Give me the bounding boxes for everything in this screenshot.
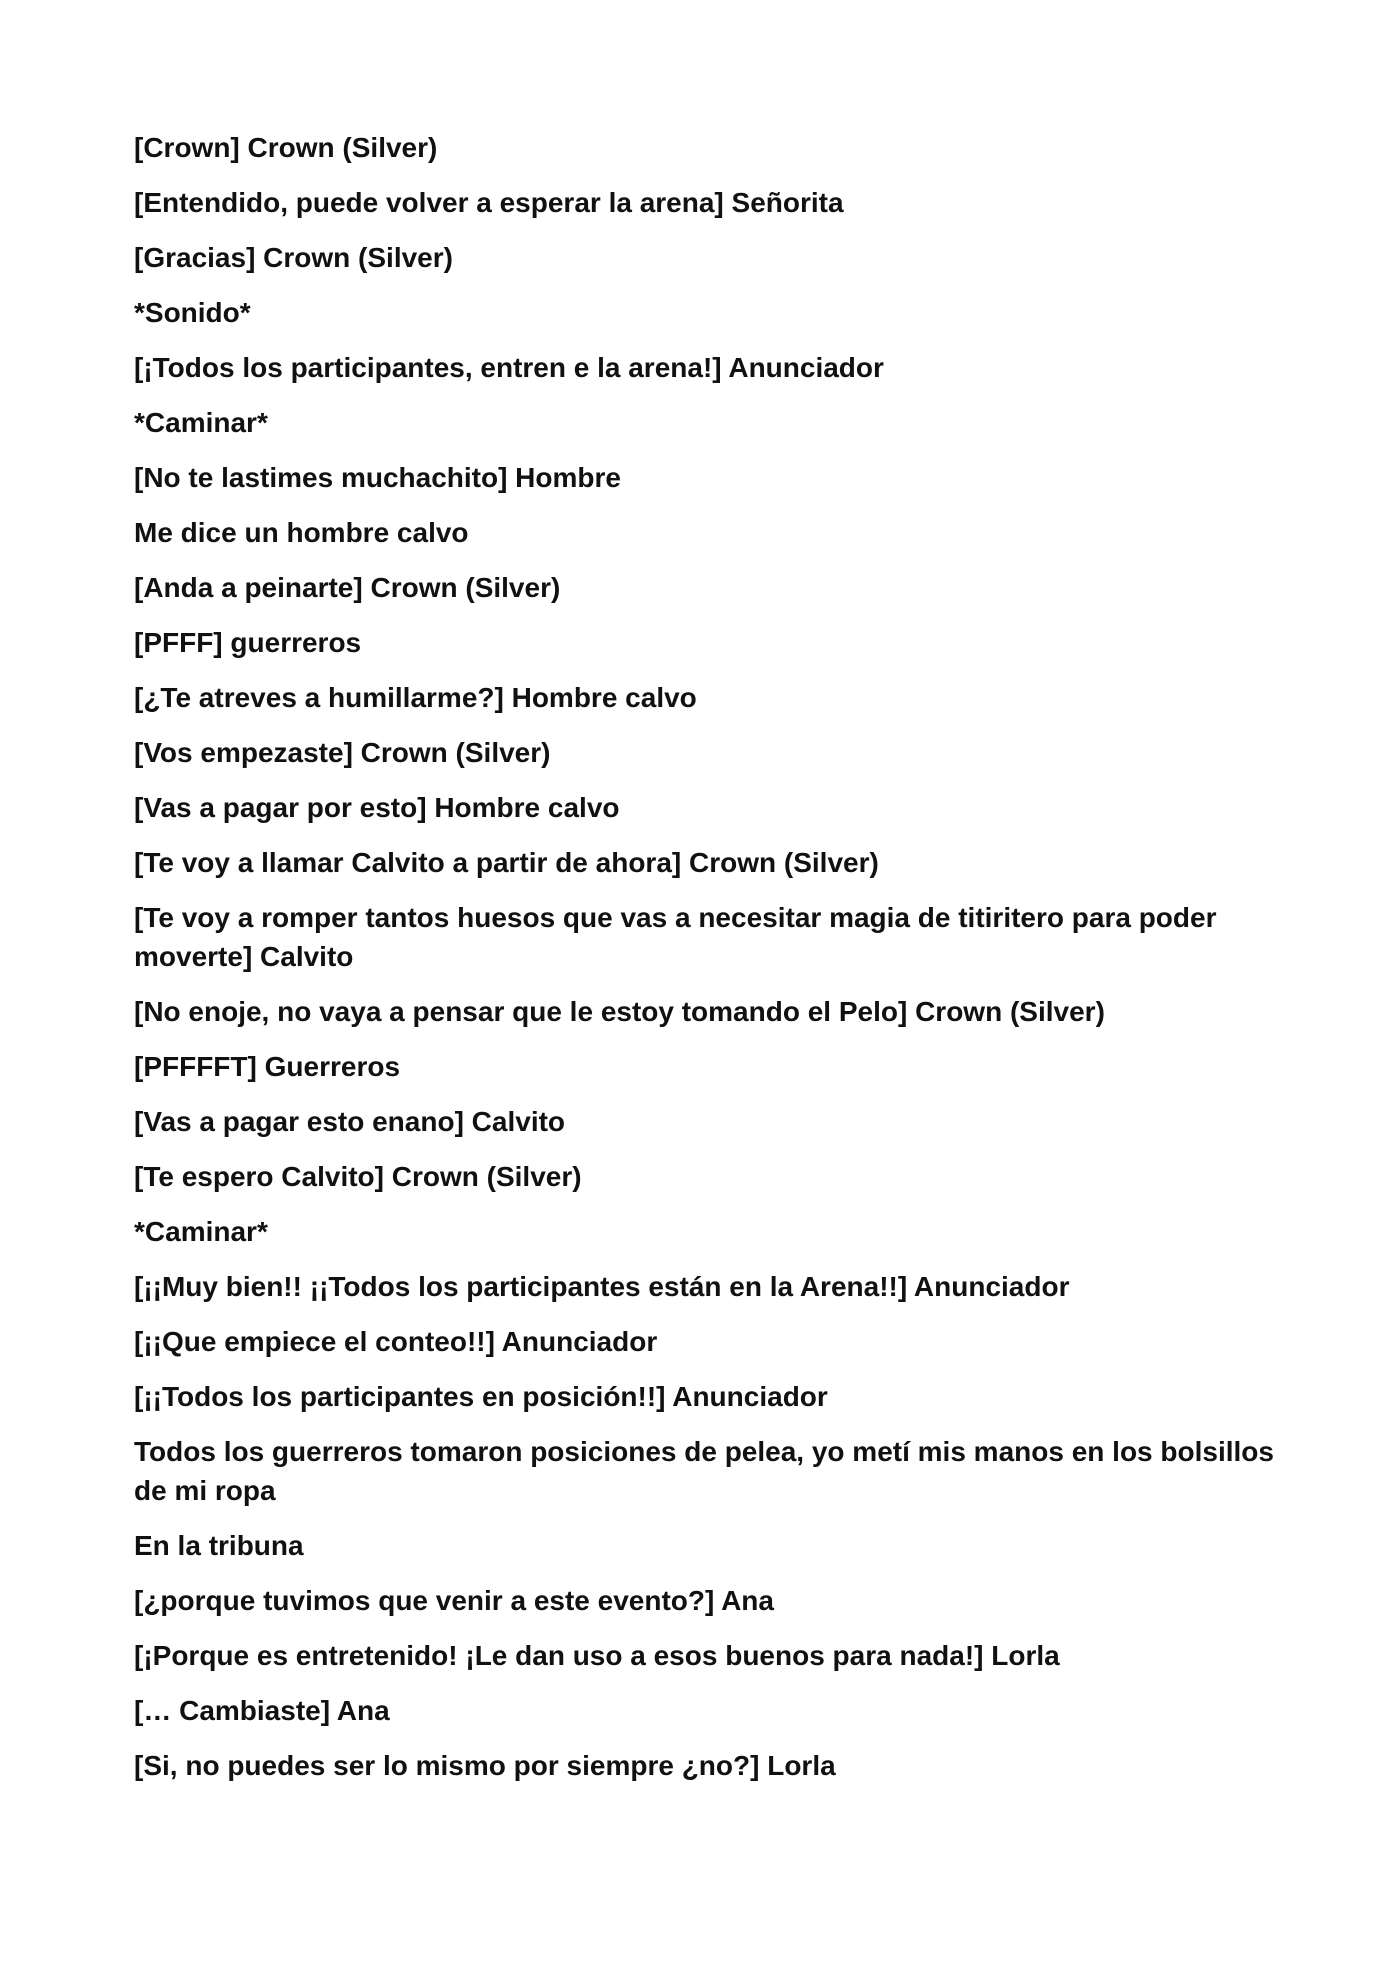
paragraph: En la tribuna — [134, 1530, 304, 1561]
paragraph: [Vas a pagar por esto] Hombre calvo — [134, 792, 620, 823]
paragraph: [PFFF] guerreros — [134, 627, 362, 658]
paragraph: [¿Te atreves a humillarme?] Hombre calvo — [134, 682, 697, 713]
paragraph: Todos los guerreros tomaron posiciones de pelea, yo metí mis manos en los bolsillos de mi ropa — [134, 1436, 1274, 1506]
paragraph: *Caminar* — [134, 407, 268, 438]
paragraph: [¡Todos los participantes, entren e la arena!] Anunciador — [134, 352, 884, 383]
paragraph: *Caminar* — [134, 1216, 268, 1247]
document-text — [134, 128, 1274, 1801]
paragraph: [No te lastimes muchachito] Hombre — [134, 462, 621, 493]
paragraph: [¡Porque es entretenido! ¡Le dan uso a esos buenos para nada!] Lorla — [134, 1640, 1060, 1671]
paragraph: [Anda a peinarte] Crown (Silver) — [134, 572, 561, 603]
paragraph: [No enoje, no vaya a pensar que le estoy tomando el Pelo] Crown (Silver) — [134, 996, 1105, 1027]
paragraph: [PFFFFT] Guerreros — [134, 1051, 401, 1082]
paragraph: [… Cambiaste] Ana — [134, 1695, 390, 1726]
paragraph: [Si, no puedes ser lo mismo por siempre ¿no?] Lorla — [134, 1750, 836, 1781]
paragraph: Me dice un hombre calvo — [134, 517, 469, 548]
paragraph: [¡¡Muy bien!! ¡¡Todos los participantes están en la Arena!!] Anunciador — [134, 1271, 1070, 1302]
paragraph: [Gracias] Crown (Silver) — [134, 242, 453, 273]
paragraph: [¿porque tuvimos que venir a este evento?] Ana — [134, 1585, 774, 1616]
paragraph: [Te voy a romper tantos huesos que vas a necesitar magia de titiritero para poder moverte] Calvito — [134, 902, 1217, 972]
paragraph: [¡¡Todos los participantes en posición!!] Anunciador — [134, 1381, 828, 1412]
paragraph: [Te voy a llamar Calvito a partir de ahora] Crown (Silver) — [134, 847, 879, 878]
paragraph: [¡¡Que empiece el conteo!!] Anunciador — [134, 1326, 658, 1357]
paragraph: [Crown] Crown (Silver) — [134, 132, 438, 163]
paragraph: [Vas a pagar esto enano] Calvito — [134, 1106, 566, 1137]
paragraph: [Vos empezaste] Crown (Silver) — [134, 737, 551, 768]
paragraph: [Entendido, puede volver a esperar la arena] Señorita — [134, 187, 844, 218]
paragraph: [Te espero Calvito] Crown (Silver) — [134, 1161, 582, 1192]
paragraph: *Sonido* — [134, 297, 251, 328]
